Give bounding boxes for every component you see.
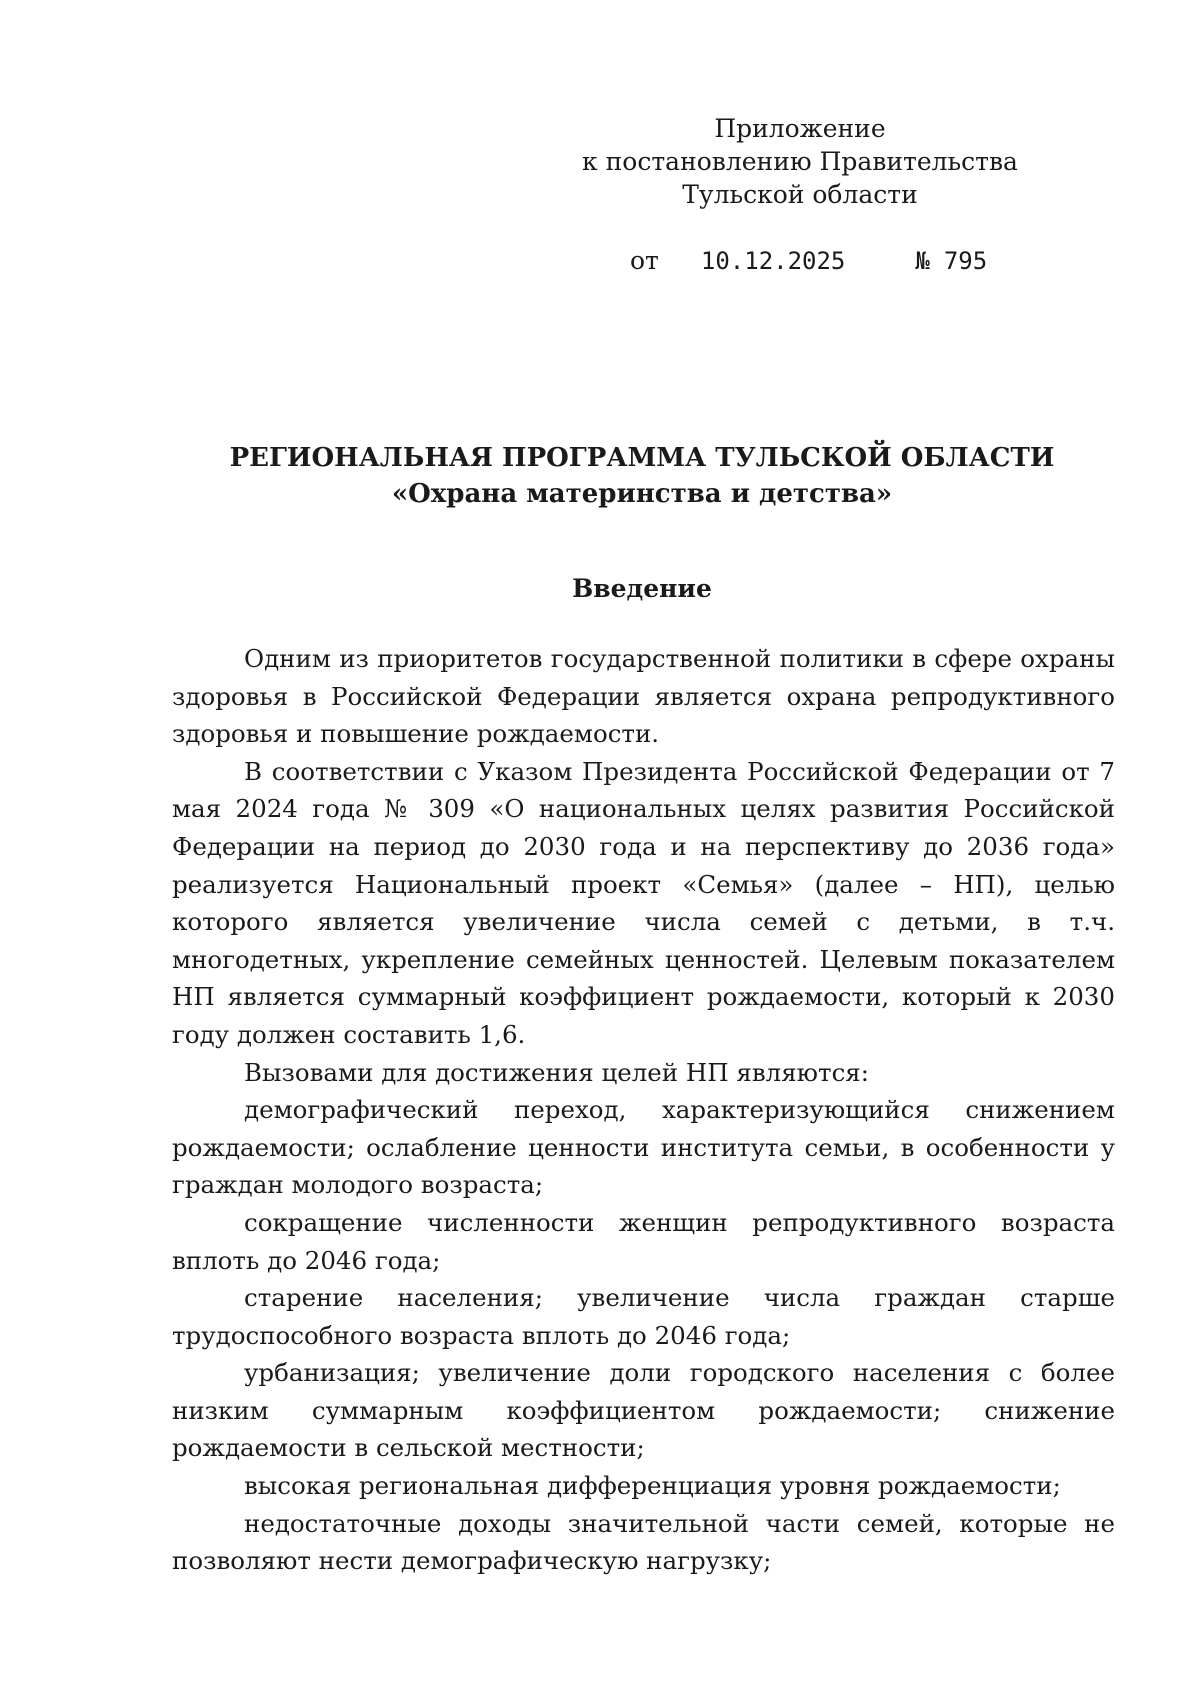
paragraph: сокращение численности женщин репродуктивного возраста вплоть до 2046 года;: [172, 1207, 1115, 1275]
registration-from-label: от: [630, 246, 659, 275]
paragraph: недостаточные доходы значительной части семей, которые не позволяют нести демографическую нагрузку;: [172, 1508, 1115, 1576]
annex-block: [560, 112, 1040, 211]
document-title: [172, 440, 1112, 512]
title-subtitle: «Охрана материнства и детства»: [391, 479, 893, 509]
annex-line-3: Тульской области: [682, 180, 918, 209]
paragraph: демографический переход, характеризующийся снижением рождаемости; ослабление ценности института семьи, в особенности у граждан молодого возраста;: [172, 1095, 1115, 1200]
paragraph: урбанизация; увеличение доли городского населения с более низким суммарным коэффициентом рождаемости; снижение рождаемости в сельской местности;: [172, 1358, 1115, 1463]
section-heading: Введение: [572, 574, 712, 603]
registration-number-sign: №: [915, 247, 930, 275]
paragraph: старение населения; увеличение числа граждан старше трудоспособного возраста вплоть до 2046 года;: [172, 1283, 1115, 1350]
title-main: РЕГИОНАЛЬНАЯ ПРОГРАММА ТУЛЬСКОЙ ОБЛАСТИ: [229, 443, 1055, 473]
paragraph: высокая региональная дифференциация уровня рождаемости;: [244, 1471, 1061, 1501]
document-body: [172, 640, 1115, 1580]
registration-date: 10.12.2025: [700, 247, 846, 275]
paragraph: Одним из приоритетов государственной политики в сфере охраны здоровья в Российской Федерации является охрана репродуктивного здоровья и повышение рождаемости.: [172, 644, 1115, 749]
registration-line: [630, 246, 987, 275]
annex-line-1: Приложение: [714, 114, 886, 143]
paragraph: Вызовами для достижения целей НП являются:: [244, 1057, 870, 1087]
paragraph: В соответствии с Указом Президента Российской Федерации от 7 мая 2024 года № 309 «О национальных целях развития Российской Федерации на период до 2030 года и на перспективу до 2036 года» реализуется Национальный проект «Семья» (далее – НП), целью которого является увеличение числа семей с детьми, в т.ч. многодетных, укрепление семейных ценностей. Целевым показателем НП является суммарный коэффициент рождаемости, который к 2030 году должен составить 1,6.: [172, 756, 1115, 1049]
annex-line-2: к постановлению Правительства: [582, 147, 1018, 176]
registration-number: 795: [943, 247, 988, 275]
